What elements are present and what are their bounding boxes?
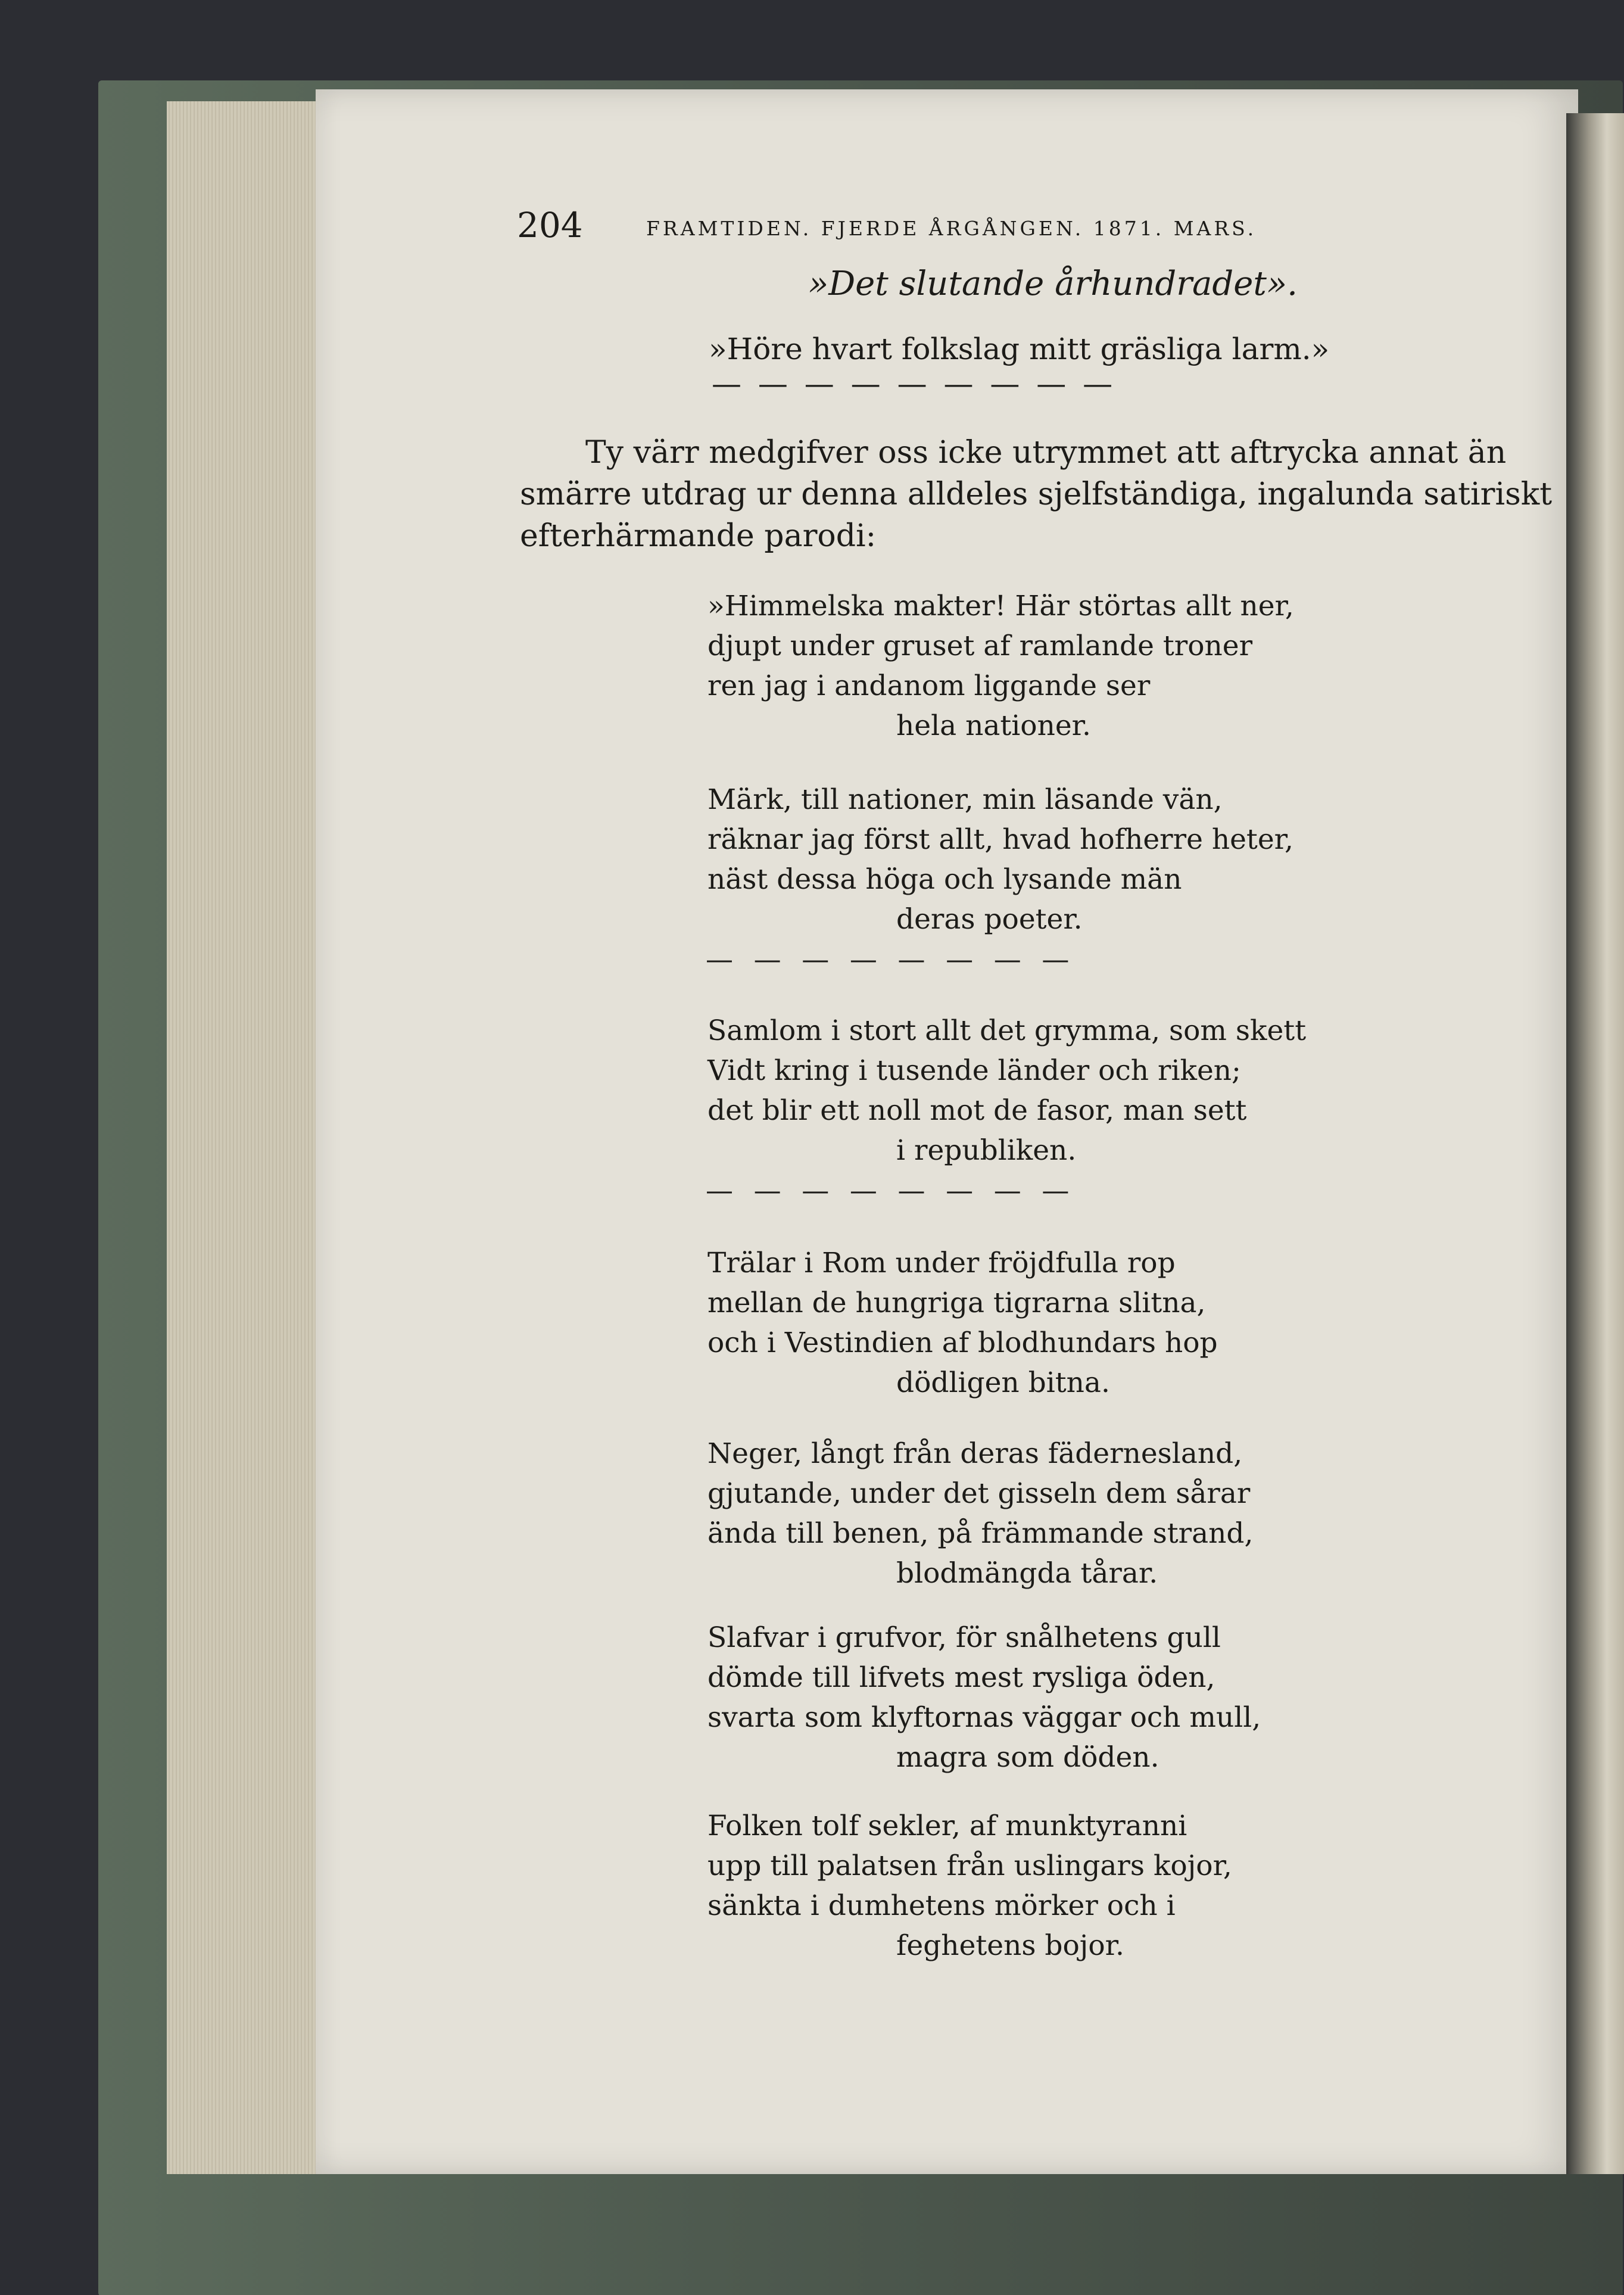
dash-row: — — — — — — — — — bbox=[712, 366, 1117, 401]
verse-line: magra som döden. bbox=[896, 1741, 1159, 1774]
verse-line: det blir ett noll mot de fasor, man sett bbox=[707, 1094, 1247, 1127]
verse-line: dödligen bitna. bbox=[896, 1366, 1110, 1399]
verse-line: ända till benen, på främmande strand, bbox=[707, 1517, 1254, 1550]
verse-line: Trälar i Rom under fröjdfulla rop bbox=[707, 1247, 1176, 1279]
verse-line: »Himmelska makter! Här störtas allt ner, bbox=[707, 590, 1294, 622]
verse-line: blodmängda tårar. bbox=[896, 1557, 1158, 1590]
page-edges bbox=[167, 101, 322, 2174]
verse-line: näst dessa höga och lysande män bbox=[707, 863, 1182, 896]
verse-line: gjutande, under det gisseln dem sårar bbox=[707, 1477, 1251, 1510]
verse-line: deras poeter. bbox=[896, 903, 1083, 936]
verse-line: i republiken. bbox=[896, 1134, 1077, 1167]
verse-line: upp till palatsen från uslingars kojor, bbox=[707, 1849, 1232, 1882]
verse-line: mellan de hungriga tigrarna slitna, bbox=[707, 1287, 1206, 1319]
verse-line: Samlom i stort allt det grymma, som skett bbox=[707, 1014, 1307, 1047]
verse-line: Folken tolf sekler, af munktyranni bbox=[707, 1810, 1187, 1842]
running-header: FRAMTIDEN. FJERDE ÅRGÅNGEN. 1871. MARS. bbox=[646, 217, 1257, 240]
separator-dashes: — — — — — — — — bbox=[706, 943, 1076, 975]
paragraph-line: Ty värr medgifver oss icke utrymmet att aftrycka annat än bbox=[585, 435, 1507, 471]
separator-dashes: — — — — — — — — bbox=[706, 1174, 1076, 1206]
verse-line: räknar jag först allt, hvad hofherre heter, bbox=[707, 823, 1293, 856]
facing-page-edge bbox=[1566, 113, 1624, 2174]
verse-line: svarta som klyftornas väggar och mull, bbox=[707, 1701, 1261, 1734]
page-number: 204 bbox=[517, 205, 583, 245]
verse-line: Neger, långt från deras fädernesland, bbox=[707, 1437, 1243, 1470]
verse-line: ren jag i andanom liggande ser bbox=[707, 669, 1151, 702]
verse-line: hela nationer. bbox=[896, 709, 1091, 742]
verse-line: Vidt kring i tusende länder och riken; bbox=[707, 1054, 1241, 1087]
poem-title: »Det slutande århundradet». bbox=[808, 264, 1298, 303]
paragraph-line: efterhärmande parodi: bbox=[520, 518, 877, 554]
verse-line: Märk, till nationer, min läsande vän, bbox=[707, 783, 1223, 816]
verse-line: djupt under gruset af ramlande troner bbox=[707, 630, 1253, 662]
paragraph-line: smärre utdrag ur denna alldeles sjelfständiga, ingalunda satiriskt bbox=[520, 477, 1553, 512]
verse-line: feghetens bojor. bbox=[896, 1929, 1124, 1962]
verse-line: dömde till lifvets mest rysliga öden, bbox=[707, 1661, 1215, 1694]
quote-line: »Höre hvart folkslag mitt gräsliga larm.» bbox=[709, 332, 1330, 366]
verse-line: sänkta i dumhetens mörker och i bbox=[707, 1889, 1176, 1922]
verse-line: och i Vestindien af blodhundars hop bbox=[707, 1326, 1218, 1359]
verse-line: Slafvar i grufvor, för snålhetens gull bbox=[707, 1621, 1221, 1654]
